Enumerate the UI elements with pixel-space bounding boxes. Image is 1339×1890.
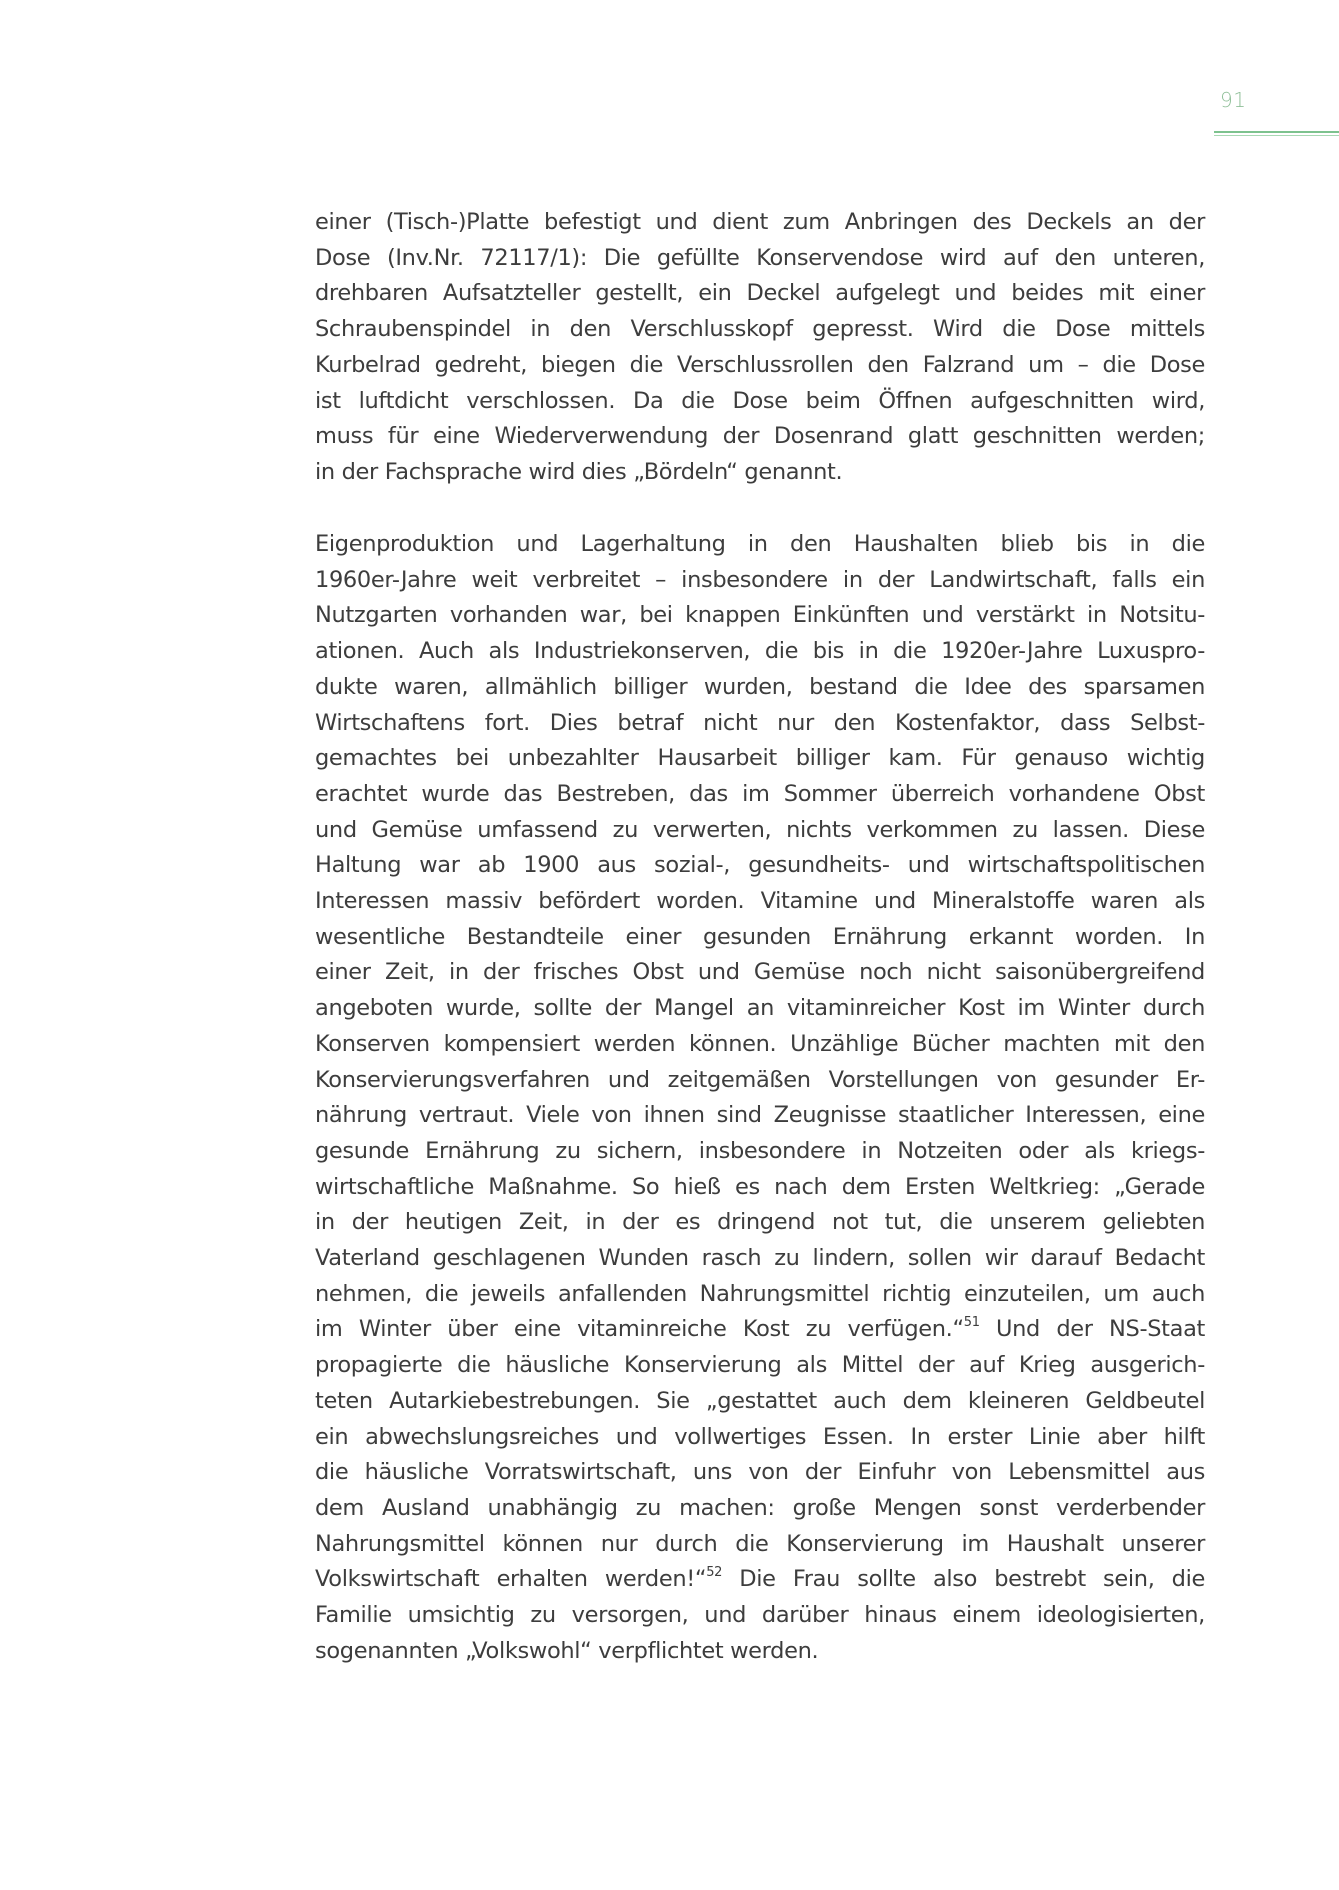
text-line: ein abwechslungsreiches und vollwertiges Essen. In erster Linie aber hilft xyxy=(315,1423,1205,1450)
text-line: propagierte die häusliche Konservierung als Mittel der auf Krieg ausgerich- xyxy=(315,1352,1205,1379)
text-line: einer (Tisch-)Platte befestigt und dient zum Anbringen des Deckels an der xyxy=(315,209,1205,235)
header-rule xyxy=(1214,131,1339,133)
text-line: nehmen, die jeweils anfallenden Nahrungsmittel richtig einzuteilen, um auch xyxy=(315,1280,1205,1307)
text-line: dem Ausland unabhängig zu machen: große Mengen sonst verderbender xyxy=(315,1494,1205,1521)
text-line-footnote-51 xyxy=(315,1312,1205,1348)
text-line: Familie umsichtig zu versorgen, und darüber hinaus einem ideologisierten, xyxy=(315,1602,1205,1629)
text-line: die häusliche Vorratswirtschaft, uns von der Einfuhr von Lebensmittel aus xyxy=(315,1459,1205,1486)
text-line: wirtschaftliche Maßnahme. So hieß es nach dem Ersten Weltkrieg: „Gerade xyxy=(315,1173,1205,1200)
text-line: Wirtschaftens fort. Dies betraf nicht nur den Kostenfaktor, dass Selbst- xyxy=(315,709,1205,736)
text-line: muss für eine Wiederverwendung der Dosenrand glatt geschnitten werden; xyxy=(315,423,1205,450)
text-segment: Volkswirtschaft erhalten werden!“ xyxy=(315,1566,707,1593)
text-line: in der Fachsprache wird dies „Bördeln“ genannt. xyxy=(315,458,843,485)
footnote-marker: 52 xyxy=(706,1564,723,1580)
text-line: sogenannten „Volkswohl“ verpflichtet werden. xyxy=(315,1637,819,1664)
text-segment: Die Frau sollte also bestrebt sein, die xyxy=(722,1566,1206,1593)
text-line: nährung vertraut. Viele von ihnen sind Zeugnisse staatlicher Interessen, eine xyxy=(315,1102,1205,1129)
text-line: und Gemüse umfassend zu verwerten, nichts verkommen zu lassen. Diese xyxy=(315,816,1205,843)
text-line: Schraubenspindel in den Verschlusskopf gepresst. Wird die Dose mittels xyxy=(315,316,1205,343)
text-line: dukte waren, allmählich billiger wurden, bestand die Idee des sparsamen xyxy=(315,673,1205,700)
text-line: Nutzgarten vorhanden war, bei knappen Einkünften und verstärkt in Notsitu- xyxy=(315,602,1205,629)
text-line: gesunde Ernährung zu sichern, insbesondere in Notzeiten oder als kriegs- xyxy=(315,1137,1205,1164)
text-line-footnote-52 xyxy=(315,1562,1205,1598)
text-segment: Und der NS-Staat xyxy=(979,1316,1205,1343)
text-line: Vaterland geschlagenen Wunden rasch zu lindern, sollen wir darauf Bedacht xyxy=(315,1245,1205,1272)
footnote-marker: 51 xyxy=(963,1314,980,1330)
text-line: Interessen massiv befördert worden. Vitamine und Mineralstoffe waren als xyxy=(315,888,1205,915)
text-line: teten Autarkiebestrebungen. Sie „gestattet auch dem kleineren Geldbeutel xyxy=(315,1387,1205,1414)
text-line: wesentliche Bestandteile einer gesunden Ernährung erkannt worden. In xyxy=(315,923,1205,950)
text-line: 1960er-Jahre weit verbreitet – insbesondere in der Landwirtschaft, falls ein xyxy=(315,566,1205,593)
text-line: drehbaren Aufsatzteller gestellt, ein Deckel aufgelegt und beides mit einer xyxy=(315,280,1205,307)
text-line: Haltung war ab 1900 aus sozial-, gesundheits- und wirtschaftspolitischen xyxy=(315,852,1205,879)
text-line: ationen. Auch als Industriekonserven, die bis in die 1920er-Jahre Luxuspro- xyxy=(315,638,1205,665)
paragraph-1 xyxy=(315,205,1205,491)
text-segment: im Winter über eine vitaminreiche Kost zu verfügen.“ xyxy=(315,1316,964,1343)
text-line: Eigenproduktion und Lagerhaltung in den Haushalten blieb bis in die xyxy=(315,531,1205,557)
text-line: Kurbelrad gedreht, biegen die Verschlussrollen den Falzrand um – die Dose xyxy=(315,351,1205,378)
page-number: 91 xyxy=(1220,88,1247,112)
text-line: Dose (Inv.Nr. 72117/1): Die gefüllte Konservendose wird auf den unteren, xyxy=(315,244,1205,271)
text-line: Nahrungsmittel können nur durch die Konservierung im Haushalt unserer xyxy=(315,1530,1205,1557)
text-line: Konservierungsverfahren und zeitgemäßen Vorstellungen von gesunder Er- xyxy=(315,1066,1205,1093)
text-line: ist luftdicht verschlossen. Da die Dose beim Öffnen aufgeschnitten wird, xyxy=(315,387,1205,414)
text-line: erachtet wurde das Bestreben, das im Sommer überreich vorhandene Obst xyxy=(315,780,1205,807)
text-line: Konserven kompensiert werden können. Unzählige Bücher machten mit den xyxy=(315,1030,1205,1057)
text-line: gemachtes bei unbezahlter Hausarbeit billiger kam. Für genauso wichtig xyxy=(315,745,1205,772)
text-line: angeboten wurde, sollte der Mangel an vitaminreicher Kost im Winter durch xyxy=(315,995,1205,1022)
header-rule-thin xyxy=(1214,135,1339,136)
text-line: einer Zeit, in der frisches Obst und Gemüse noch nicht saisonübergreifend xyxy=(315,959,1205,986)
paragraph-2 xyxy=(315,527,1205,1670)
text-line: in der heutigen Zeit, in der es dringend not tut, die unserem geliebten xyxy=(315,1209,1205,1236)
